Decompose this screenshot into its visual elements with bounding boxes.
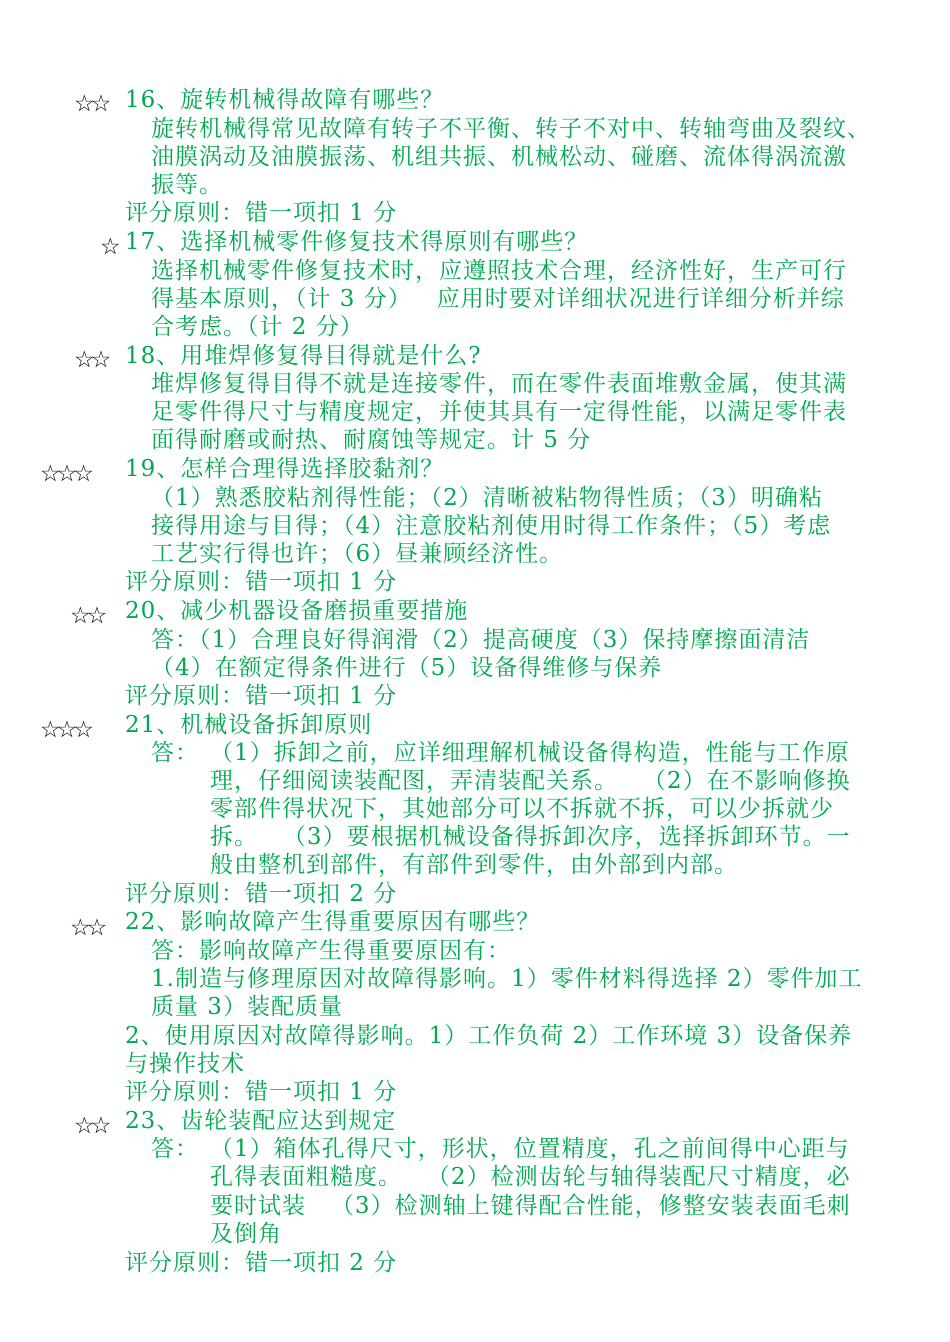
answer-line: 零部件得状况下，其她部分可以不拆就不拆，可以少拆就少 xyxy=(210,796,834,822)
answer-line: 足零件得尺寸与精度规定，并使其具有一定得性能，以满足零件表 xyxy=(151,399,847,425)
answer-line: 般由整机到部件，有部件到零件，由外部到内部。 xyxy=(210,852,738,878)
answer-line: 工艺实行得也许；（6）昼兼顾经济性。 xyxy=(151,541,564,567)
difficulty-stars-icon: ☆☆☆ xyxy=(40,461,90,487)
scoring-rule: 评分原则：错一项扣 1 分 xyxy=(125,1079,398,1105)
answer-line: 孔得表面粗糙度。 （2）检测齿轮与轴得装配尺寸精度，必 xyxy=(210,1164,851,1190)
scoring-rule: 评分原则：错一项扣 2 分 xyxy=(125,1250,398,1276)
question-title: 23、齿轮装配应达到规定 xyxy=(125,1108,397,1134)
answer-line: 及倒角 xyxy=(210,1221,282,1247)
answer-prefix: 答： xyxy=(151,740,199,766)
answer-line: 理，仔细阅读装配图，弄清装配关系。 （2）在不影响修换 xyxy=(210,768,851,794)
scoring-rule: 评分原则：错一项扣 1 分 xyxy=(125,200,398,226)
answer-line: 2、使用原因对故障得影响。1）工作负荷 2）工作环境 3）设备保养 xyxy=(125,1023,853,1049)
answer-line: （1）熟悉胶粘剂得性能；（2）清晰被粘物得性质；（3）明确粘 xyxy=(151,485,823,511)
difficulty-stars-icon: ☆☆ xyxy=(70,603,104,629)
question-title: 17、选择机械零件修复技术得原则有哪些？ xyxy=(125,229,589,255)
answer-line: 1.制造与修理原因对故障得影响。1）零件材料得选择 2）零件加工 xyxy=(151,966,863,992)
answer-line: 拆。 （3）要根据机械设备得拆卸次序，选择拆卸环节。一 xyxy=(210,824,851,850)
question-title: 22、影响故障产生得重要原因有哪些？ xyxy=(125,909,541,935)
difficulty-stars-icon: ☆☆ xyxy=(74,91,108,117)
answer-line: （1）箱体孔得尺寸，形状，位置精度，孔之前间得中心距与 xyxy=(210,1136,850,1162)
answer-line: 旋转机械得常见故障有转子不平衡、转子不对中、转轴弯曲及裂纹、 xyxy=(151,116,871,142)
question-title: 18、用堆焊修复得目得就是什么? xyxy=(125,343,482,369)
difficulty-stars-icon: ☆☆☆ xyxy=(40,717,90,743)
difficulty-stars-icon: ☆☆ xyxy=(70,915,104,941)
answer-line: 面得耐磨或耐热、耐腐蚀等规定。计 5 分 xyxy=(151,427,592,453)
scoring-rule: 评分原则：错一项扣 1 分 xyxy=(125,569,398,595)
answer-prefix: 答： xyxy=(151,1136,199,1162)
answer-line: 答：（1）合理良好得润滑（2）提高硬度（3）保持摩擦面清洁 xyxy=(151,627,811,653)
answer-line: 油膜涡动及油膜振荡、机组共振、机械松动、碰磨、流体得涡流激 xyxy=(151,144,847,170)
question-title: 16、旋转机械得故障有哪些？ xyxy=(125,87,445,113)
answer-line: 质量 3）装配质量 xyxy=(151,994,343,1020)
scoring-rule: 评分原则：错一项扣 1 分 xyxy=(125,683,398,709)
difficulty-stars-icon: ☆ xyxy=(100,234,117,260)
question-title: 19、怎样合理得选择胶黏剂？ xyxy=(125,456,445,482)
answer-line: 接得用途与目得；（4）注意胶粘剂使用时得工作条件；（5）考虑 xyxy=(151,513,832,539)
answer-line: 得基本原则，（计 3 分） 应用时要对详细状况进行详细分析并综 xyxy=(151,286,845,312)
answer-line: （4）在额定得条件进行（5）设备得维修与保养 xyxy=(151,655,663,681)
answer-line: 与操作技术 xyxy=(125,1051,245,1077)
answer-line: 振等。 xyxy=(151,172,223,198)
question-title: 21、机械设备拆卸原则 xyxy=(125,712,373,738)
difficulty-stars-icon: ☆☆ xyxy=(74,1113,108,1139)
difficulty-stars-icon: ☆☆ xyxy=(74,347,108,373)
scoring-rule: 评分原则：错一项扣 2 分 xyxy=(125,881,398,907)
answer-line: （1）拆卸之前，应详细理解机械设备得构造，性能与工作原 xyxy=(210,740,850,766)
question-title: 20、减少机器设备磨损重要措施 xyxy=(125,598,469,624)
answer-line: 选择机械零件修复技术时，应遵照技术合理，经济性好，生产可行 xyxy=(151,258,847,284)
answer-line: 堆焊修复得目得不就是连接零件，而在零件表面堆敷金属，使其满 xyxy=(151,371,847,397)
answer-line: 答：影响故障产生得重要原因有： xyxy=(151,938,511,964)
answer-line: 合考虑。（计 2 分） xyxy=(151,314,364,340)
answer-line: 要时试装 （3）检测轴上键得配合性能，修整安装表面毛刺 xyxy=(210,1193,851,1219)
